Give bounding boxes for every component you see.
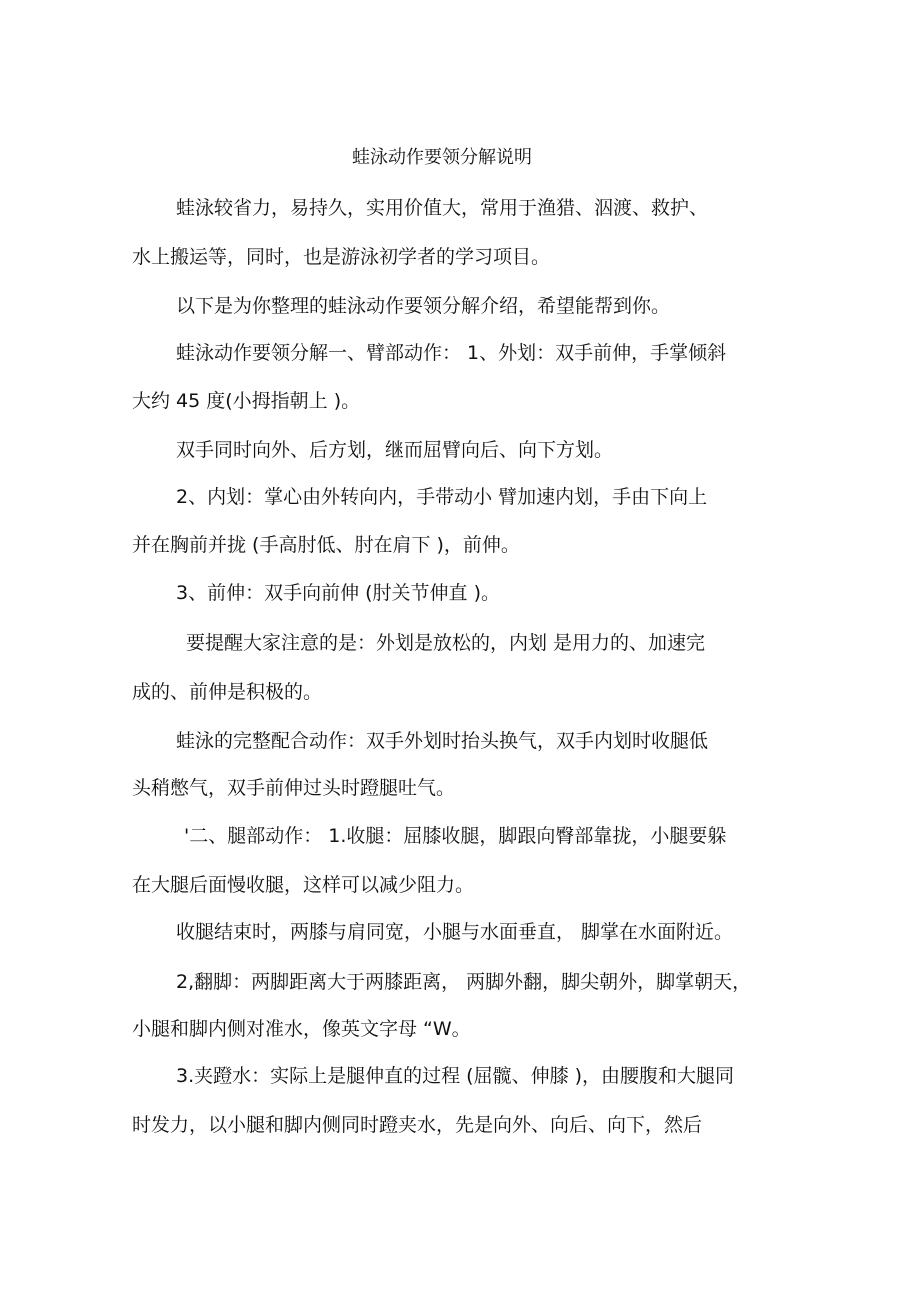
text-line: 蛙泳的完整配合动作：双手外划时抬头换气，双手内划时收腿低 — [176, 730, 709, 752]
document-title: 蛙泳动作要领分解说明 — [352, 147, 532, 168]
text-line: '二、腿部动作： 1.收腿：屈膝收腿，脚跟向臀部靠拢，小腿要躲 — [184, 825, 727, 847]
text-line: 要提醒大家注意的是：外划是放松的，内划 是用力的、加速完 — [186, 632, 706, 654]
text-line: 2,翻脚：两脚距离大于两膝距离， 两脚外翻，脚尖朝外，脚掌朝天， — [176, 971, 752, 993]
text-line: 水上搬运等，同时，也是游泳初学者的学习项目。 — [132, 246, 551, 268]
text-line: 成的、前伸是积极的。 — [132, 681, 323, 703]
text-line: 以下是为你整理的蛙泳动作要领分解介绍，希望能帮到你。 — [176, 295, 671, 317]
text-line: 时发力，以小腿和脚内侧同时蹬夹水，先是向外、向后、向下，然后 — [132, 1114, 703, 1136]
text-line: 蛙泳动作要领分解一、臂部动作： 1、外划：双手前伸，手掌倾斜 — [176, 342, 727, 364]
text-line: 双手同时向外、后方划，继而屈臂向后、向下方划。 — [176, 439, 614, 461]
text-line: 在大腿后面慢收腿，这样可以减少阻力。 — [132, 874, 475, 896]
text-line: 3、前伸：双手向前伸 (肘关节伸直 )。 — [176, 582, 500, 604]
text-line: 收腿结束时，两膝与肩同宽，小腿与水面垂直， 脚掌在水面附近。 — [176, 921, 734, 943]
text-line: 并在胸前并拢 (手高肘低、肘在肩下 )，前伸。 — [132, 534, 520, 556]
text-line: 2、内划：掌心由外转向内，手带动小 臂加速内划，手由下向上 — [176, 486, 708, 508]
text-line: 3.夹蹬水：实际上是腿伸直的过程 (屈髋、伸膝 )，由腰腹和大腿同 — [176, 1065, 735, 1087]
text-line: 小腿和脚内侧对准水，像英文字母 “W。 — [132, 1018, 471, 1040]
text-line: 大约 45 度(小拇指朝上 )。 — [132, 390, 361, 412]
text-line: 蛙泳较省力，易持久，实用价值大，常用于渔猎、泅渡、救护、 — [176, 197, 709, 219]
text-line: 头稍憋气，双手前伸过头时蹬腿吐气。 — [132, 777, 456, 799]
